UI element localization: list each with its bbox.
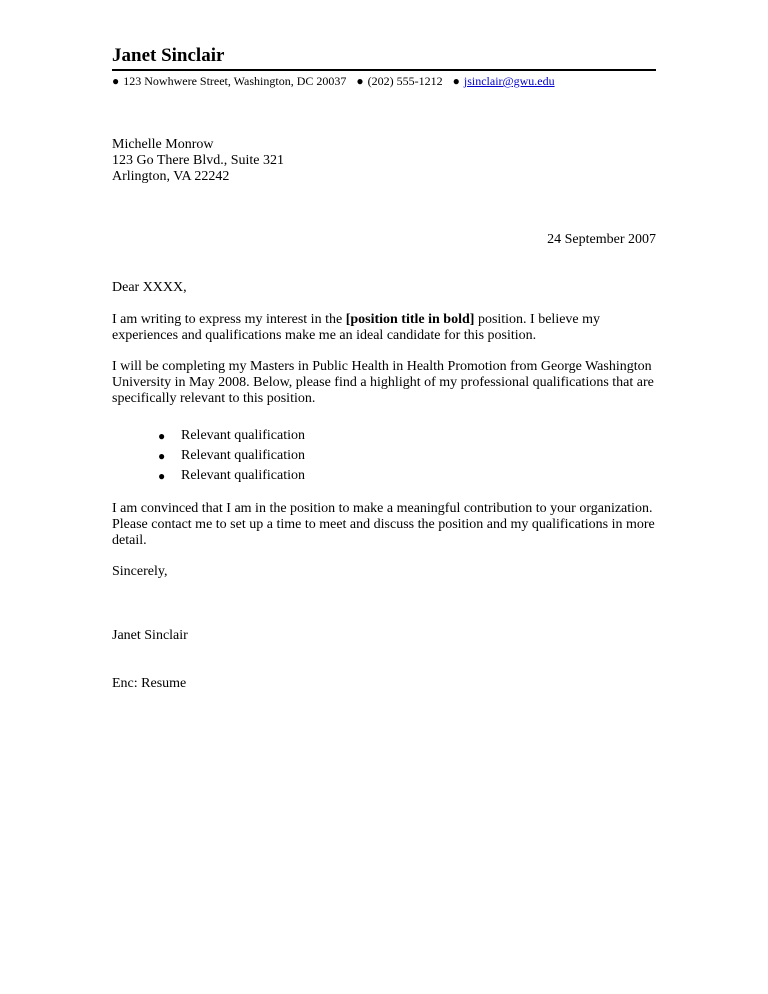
recipient-name: Michelle Monrow	[112, 137, 214, 152]
closing-phrase: Sincerely,	[112, 564, 168, 579]
signature-name: Janet Sinclair	[112, 628, 188, 643]
header-divider	[112, 69, 656, 71]
bullet-icon: ●	[452, 74, 460, 88]
letterhead	[112, 44, 656, 89]
sender-address: 123 Nowhwere Street, Washington, DC 20037	[123, 74, 347, 88]
bullet-icon: ●	[158, 469, 166, 483]
sender-name: Janet Sinclair	[112, 45, 225, 66]
sender-phone: (202) 555-1212	[367, 74, 443, 88]
salutation: Dear XXXX,	[112, 280, 187, 295]
bullet-icon: ●	[112, 74, 120, 88]
bullet-icon: ●	[356, 74, 364, 88]
contact-line	[112, 73, 656, 89]
qualifications-list	[158, 426, 558, 486]
intro-paragraph	[112, 312, 656, 344]
closing-paragraph: I am convinced that I am in the position to make a meaningful contribution to your organization. Please contact me to set up a time to meet and discuss the position and my qualifications in more detail.	[112, 501, 655, 548]
enclosure-note: Enc: Resume	[112, 676, 187, 691]
list-item	[158, 426, 558, 446]
intro-text-start: I am writing to express my interest in the	[112, 312, 346, 327]
qualification-text: Relevant qualification	[181, 448, 306, 463]
bullet-icon: ●	[158, 429, 166, 443]
list-item	[158, 466, 558, 486]
intro-text-end: position. I believe my experiences and qualifications make me an ideal candidate for this position.	[112, 312, 601, 343]
sender-email-link[interactable]: jsinclair@gwu.edu	[463, 74, 555, 88]
recipient-address	[112, 137, 656, 185]
qualification-text: Relevant qualification	[181, 468, 306, 483]
position-title: [position title in bold]	[345, 312, 475, 327]
list-item	[158, 446, 558, 466]
letter-date: 24 September 2007	[547, 232, 656, 247]
recipient-city: Arlington, VA 22242	[112, 169, 230, 184]
bullet-icon: ●	[158, 449, 166, 463]
qualification-text: Relevant qualification	[181, 428, 306, 443]
recipient-street: 123 Go There Blvd., Suite 321	[112, 153, 285, 168]
education-paragraph: I will be completing my Masters in Public Health in Health Promotion from George Washington University in May 2008. Below, please find a highlight of my professional qualifications that are specifically relevant to this position.	[112, 359, 654, 406]
